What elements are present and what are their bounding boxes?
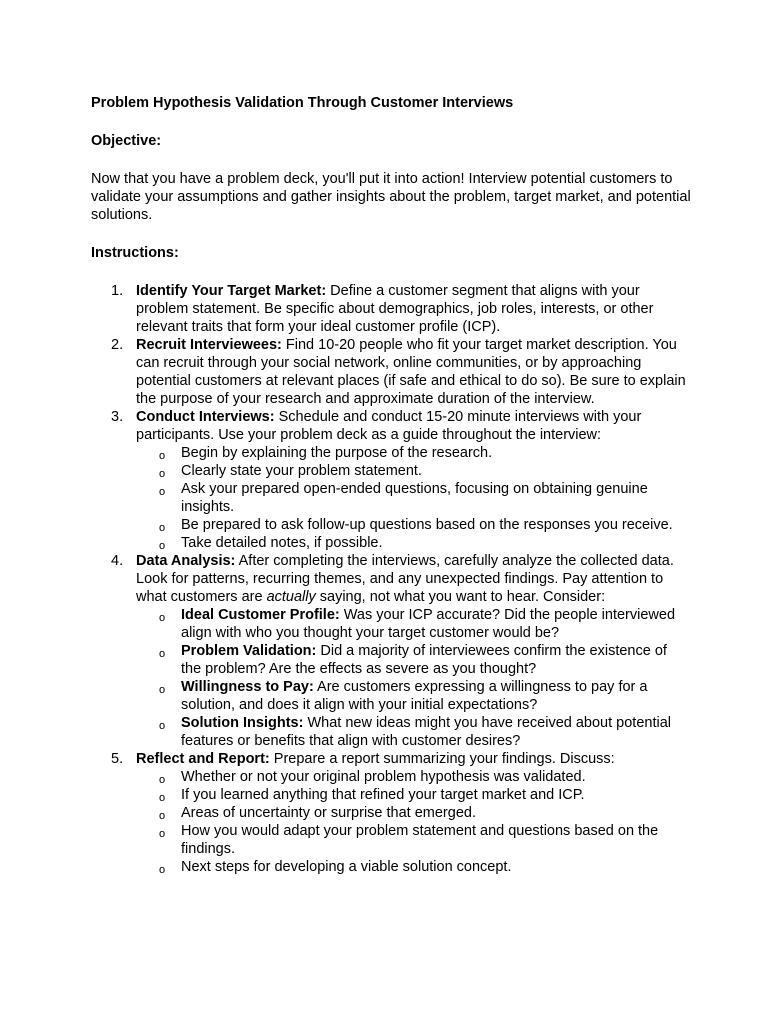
- sub-list: [136, 768, 691, 876]
- bullet-icon: o: [159, 864, 166, 876]
- bullet-icon: o: [159, 522, 166, 534]
- step-label: Conduct Interviews:: [136, 409, 275, 425]
- sub-item-label: Problem Validation:: [181, 643, 317, 659]
- step-item: [91, 750, 691, 876]
- objective-heading: Objective:: [91, 133, 162, 149]
- step-text: Find 10-20 people who fit your target market description. You can recruit through your social network, online communities, or by approaching potential customers at relevant places (if safe and ethical to do so). Be sure to explain the purpose of your research and approximate duration of the interview.: [136, 337, 686, 407]
- sub-item-text: Are customers expressing a willingness to pay for a solution, and does it align with your initial expectations?: [181, 679, 648, 713]
- step-label: Recruit Interviewees:: [136, 337, 282, 353]
- step-number: 1.: [111, 283, 124, 299]
- sub-item-text: Areas of uncertainty or surprise that emerged.: [181, 805, 476, 821]
- bullet-icon: o: [159, 450, 166, 462]
- sub-item-text: Be prepared to ask follow-up questions based on the responses you receive.: [181, 517, 673, 533]
- objective-text: Now that you have a problem deck, you'll put it into action! Interview potential customers to validate your assumptions and gather insights about the problem, target market, and potential solutions.: [91, 171, 691, 223]
- sub-item: [136, 714, 691, 750]
- sub-item-text: Whether or not your original problem hypothesis was validated.: [181, 769, 586, 785]
- sub-item: [136, 462, 691, 480]
- step-number: 4.: [111, 553, 124, 569]
- step-number: 3.: [111, 409, 124, 425]
- bullet-icon: o: [159, 720, 166, 732]
- sub-item-label: Willingness to Pay:: [181, 679, 314, 695]
- sub-item: [136, 606, 691, 642]
- step-text: Define a customer segment that aligns with your problem statement. Be specific about demographics, job roles, interests, or other relevant traits that form your ideal customer profile (ICP).: [136, 283, 654, 335]
- sub-item: [136, 858, 691, 876]
- sub-item: [136, 822, 691, 858]
- bullet-icon: o: [159, 612, 166, 624]
- step-item: [91, 282, 691, 336]
- sub-item-text: Ask your prepared open-ended questions, focusing on obtaining genuine insights.: [181, 481, 648, 515]
- step-label: Reflect and Report:: [136, 751, 270, 767]
- sub-list: [136, 444, 691, 552]
- bullet-icon: o: [159, 792, 166, 804]
- step-text: After completing the interviews, carefully analyze the collected data. Look for patterns, recurring themes, and any unexpected findings. Pay attention to what customers are: [136, 553, 674, 605]
- step-text: Prepare a report summarizing your findings. Discuss:: [269, 751, 615, 767]
- step-label: Data Analysis:: [136, 553, 236, 569]
- sub-item: [136, 678, 691, 714]
- sub-item: [136, 516, 691, 534]
- sub-item-label: Ideal Customer Profile:: [181, 607, 340, 623]
- bullet-icon: o: [159, 684, 166, 696]
- sub-item-text: Next steps for developing a viable solution concept.: [181, 859, 512, 875]
- sub-item-text: Was your ICP accurate? Did the people interviewed align with who you thought your target customer would be?: [181, 607, 676, 641]
- sub-item: [136, 534, 691, 552]
- instructions-list: [91, 282, 691, 876]
- step-item: [91, 408, 691, 552]
- bullet-icon: o: [159, 828, 166, 840]
- sub-item-label: Solution Insights:: [181, 715, 304, 731]
- sub-item-text: Did a majority of interviewees confirm the existence of the problem? Are the effects as severe as you thought?: [181, 643, 667, 677]
- bullet-icon: o: [159, 468, 166, 480]
- sub-item-text: How you would adapt your problem statement and questions based on the findings.: [181, 823, 659, 857]
- document-title: Problem Hypothesis Validation Through Customer Interviews: [91, 95, 514, 111]
- bullet-icon: o: [159, 486, 166, 498]
- sub-item: [136, 804, 691, 822]
- sub-item: [136, 768, 691, 786]
- sub-item-text: Take detailed notes, if possible.: [181, 535, 383, 551]
- sub-item-text: Begin by explaining the purpose of the research.: [181, 445, 493, 461]
- step-label: Identify Your Target Market:: [136, 283, 327, 299]
- step-number: 5.: [111, 751, 124, 767]
- document-body: [91, 94, 691, 876]
- bullet-icon: o: [159, 648, 166, 660]
- step-text: Schedule and conduct 15-20 minute interviews with your participants. Use your problem deck as a guide throughout the interview:: [136, 409, 642, 443]
- step-text-emphasis: actually: [266, 589, 316, 605]
- sub-list: [136, 606, 691, 750]
- sub-item-text: Clearly state your problem statement.: [181, 463, 422, 479]
- step-item: [91, 552, 691, 750]
- sub-item-text: If you learned anything that refined your target market and ICP.: [181, 787, 585, 803]
- sub-item-text: What new ideas might you have received about potential features or benefits that align with customer desires?: [181, 715, 671, 749]
- instructions-heading: Instructions:: [91, 245, 179, 261]
- step-item: [91, 336, 691, 408]
- sub-item: [136, 480, 691, 516]
- sub-item: [136, 444, 691, 462]
- step-text-after: saying, not what you want to hear. Consider:: [315, 589, 606, 605]
- bullet-icon: o: [159, 810, 166, 822]
- bullet-icon: o: [159, 774, 166, 786]
- sub-item: [136, 786, 691, 804]
- step-number: 2.: [111, 337, 124, 353]
- bullet-icon: o: [159, 540, 166, 552]
- sub-item: [136, 642, 691, 678]
